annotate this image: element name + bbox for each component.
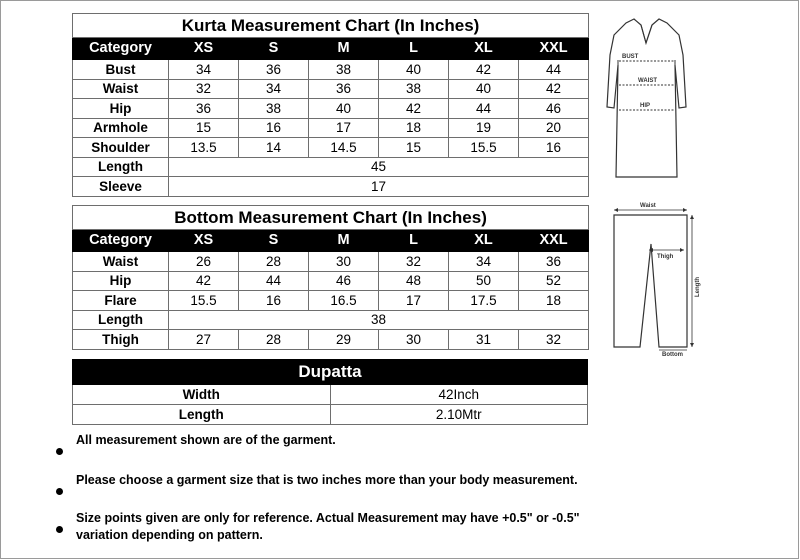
dupatta-table — [72, 359, 588, 425]
table-cell: 2.10Mtr — [330, 405, 588, 425]
header-size: XS — [169, 38, 239, 60]
row-label: Armhole — [73, 118, 169, 138]
header-size: L — [379, 38, 449, 60]
table-cell: 42 — [519, 79, 589, 99]
table-cell: 29 — [309, 330, 379, 350]
table-cell: 42Inch — [330, 385, 588, 405]
pant-outline — [614, 215, 687, 347]
table-cell: 46 — [309, 271, 379, 291]
bottom-table-title: Bottom Measurement Chart (In Inches) — [73, 206, 589, 230]
waist-label: WAIST — [638, 78, 657, 84]
hip-label: HIP — [640, 103, 651, 109]
table-cell: 17 — [309, 118, 379, 138]
row-label: Shoulder — [73, 138, 169, 158]
header-size: M — [309, 38, 379, 60]
note-item — [52, 472, 578, 489]
table-row — [73, 405, 588, 425]
table-cell: 16.5 — [309, 291, 379, 311]
table-cell: 17.5 — [449, 291, 519, 311]
table-row — [73, 271, 589, 291]
table-cell: 14.5 — [309, 138, 379, 158]
row-label: Flare — [73, 291, 169, 311]
header-size: XL — [449, 38, 519, 60]
bottom-diagram — [604, 200, 704, 358]
row-label: Width — [73, 385, 331, 405]
row-label: Length — [73, 157, 169, 177]
kurta-diagram — [604, 15, 689, 180]
row-label: Length — [73, 310, 169, 330]
table-row — [73, 330, 589, 350]
table-cell: 20 — [519, 118, 589, 138]
table-cell: 32 — [379, 252, 449, 272]
bottom-label: Bottom — [662, 352, 683, 358]
table-cell: 31 — [449, 330, 519, 350]
table-cell: 42 — [169, 271, 239, 291]
bottom-header-row — [73, 230, 589, 252]
table-cell: 42 — [379, 99, 449, 119]
table-cell: 16 — [239, 118, 309, 138]
table-cell: 40 — [379, 60, 449, 80]
table-cell: 28 — [239, 330, 309, 350]
table-cell: 18 — [379, 118, 449, 138]
table-cell: 48 — [379, 271, 449, 291]
table-row — [73, 138, 589, 158]
header-size: XL — [449, 230, 519, 252]
row-label: Length — [73, 405, 331, 425]
table-cell: 16 — [239, 291, 309, 311]
bottom-measurement-table — [72, 205, 589, 350]
table-cell: 18 — [519, 291, 589, 311]
table-cell: 34 — [449, 252, 519, 272]
table-cell: 32 — [519, 330, 589, 350]
note-text: Please choose a garment size that is two inches more than your body measurement. — [76, 473, 578, 487]
table-cell: 38 — [169, 310, 589, 330]
table-row — [73, 310, 589, 330]
kurta-header-row — [73, 38, 589, 60]
header-size: XXL — [519, 38, 589, 60]
table-cell: 32 — [169, 79, 239, 99]
header-size: XS — [169, 230, 239, 252]
header-size: M — [309, 230, 379, 252]
row-label: Thigh — [73, 330, 169, 350]
row-label: Waist — [73, 79, 169, 99]
table-row — [73, 252, 589, 272]
table-cell: 36 — [309, 79, 379, 99]
length-label: Length — [695, 277, 701, 297]
table-cell: 36 — [239, 60, 309, 80]
table-row — [73, 79, 589, 99]
table-row — [73, 118, 589, 138]
table-cell: 26 — [169, 252, 239, 272]
table-cell: 40 — [449, 79, 519, 99]
table-cell: 17 — [169, 177, 589, 197]
header-size: XXL — [519, 230, 589, 252]
table-cell: 36 — [169, 99, 239, 119]
table-cell: 15 — [379, 138, 449, 158]
header-size: S — [239, 38, 309, 60]
dupatta-table-title: Dupatta — [73, 360, 588, 385]
table-cell: 30 — [379, 330, 449, 350]
header-size: L — [379, 230, 449, 252]
row-label: Waist — [73, 252, 169, 272]
row-label: Sleeve — [73, 177, 169, 197]
table-row — [73, 60, 589, 80]
table-row — [73, 177, 589, 197]
table-cell: 40 — [309, 99, 379, 119]
row-label: Hip — [73, 271, 169, 291]
table-row — [73, 291, 589, 311]
note-text: Size points given are only for reference. Actual Measurement may have +0.5" or -0.5" variation depending on pattern. — [76, 511, 580, 542]
table-cell: 38 — [309, 60, 379, 80]
table-cell: 28 — [239, 252, 309, 272]
table-cell: 17 — [379, 291, 449, 311]
table-cell: 14 — [239, 138, 309, 158]
row-label: Bust — [73, 60, 169, 80]
table-cell: 50 — [449, 271, 519, 291]
table-cell: 46 — [519, 99, 589, 119]
bust-label: BUST — [622, 54, 639, 60]
table-cell: 34 — [239, 79, 309, 99]
note-item — [52, 510, 612, 544]
thigh-label: Thigh — [657, 254, 674, 260]
table-cell: 36 — [519, 252, 589, 272]
table-cell: 38 — [379, 79, 449, 99]
table-cell: 19 — [449, 118, 519, 138]
table-cell: 45 — [169, 157, 589, 177]
table-cell: 38 — [239, 99, 309, 119]
bullet-icon — [56, 526, 63, 533]
table-cell: 16 — [519, 138, 589, 158]
table-cell: 44 — [239, 271, 309, 291]
table-row — [73, 157, 589, 177]
bullet-icon — [56, 488, 63, 495]
table-cell: 52 — [519, 271, 589, 291]
table-cell: 15 — [169, 118, 239, 138]
table-cell: 44 — [519, 60, 589, 80]
header-size: S — [239, 230, 309, 252]
kurta-table-title: Kurta Measurement Chart (In Inches) — [73, 14, 589, 38]
table-cell: 34 — [169, 60, 239, 80]
bullet-icon — [56, 448, 63, 455]
note-text: All measurement shown are of the garment. — [76, 433, 336, 447]
table-cell: 44 — [449, 99, 519, 119]
table-cell: 30 — [309, 252, 379, 272]
table-cell: 13.5 — [169, 138, 239, 158]
row-label: Hip — [73, 99, 169, 119]
table-cell: 15.5 — [169, 291, 239, 311]
waist-label: Waist — [640, 203, 656, 209]
kurta-measurement-table — [72, 13, 589, 197]
header-category: Category — [73, 38, 169, 60]
table-cell: 27 — [169, 330, 239, 350]
table-cell: 15.5 — [449, 138, 519, 158]
table-row — [73, 99, 589, 119]
table-row — [73, 385, 588, 405]
note-item — [52, 432, 336, 449]
table-cell: 42 — [449, 60, 519, 80]
header-category: Category — [73, 230, 169, 252]
